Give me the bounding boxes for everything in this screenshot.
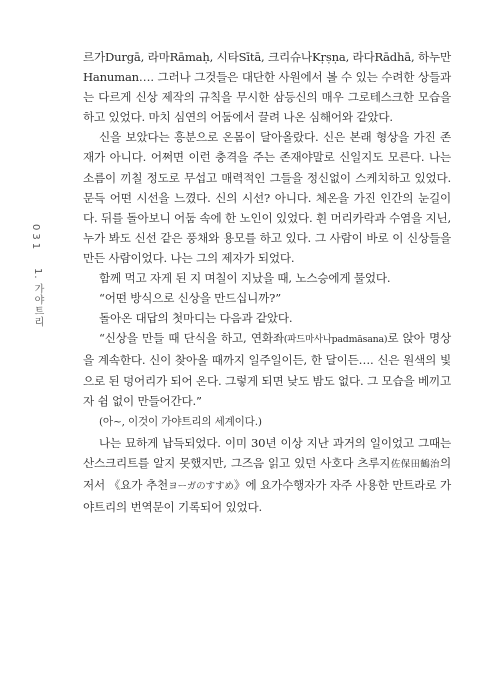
paragraph-7: [83, 433, 451, 517]
chapter-title: 1. 가야트리: [32, 268, 43, 328]
paragraph-2: 신을 보았다는 흥분으로 온몸이 달아올랐다. 신은 본래 형상을 가진 존재가 아니다. 어쩌면 이런 충격을 주는 존재야말로 신일지도 모른다. 나는 소름이 끼칠 정도로 무섭고 매력적인 그들을 정신없이 스케치하고 있었다. 문득 어떤 시선을 느꼈다. 신의 시선? 아니다. 체온을 가진 인간의 눈길이다. 뒤를 돌아보니 어둠 속에 한 노인이 있었다. 흰 머리카락과 수염을 지닌, 누가 봐도 신선 같은 풍채와 용모를 하고 있다. 그 사람이 바로 이 신상들을 만든 사람이었다. 나는 그의 제자가 되었다.: [83, 130, 451, 265]
aside-note: (아~, 이것이 가야트리의 세계이다.): [99, 415, 262, 428]
paragraph-1-text: 르가Durgā, 라마Rāmaḥ, 시타Sītā, 크리슈나Kṛṣṇa, 라다Rādhā, 하누만Hanuman…. 그러나 그것들은 대단한 사원에서 볼 수 있는 수려한 상들과는 다르게 신상 제작의 규칙을 무시한 삼등신의 매우 그로테스크한 모습을 하고 있었다. 마치 심연의 어둠에서 끌려 나온 심해어와 같았다.: [83, 50, 451, 125]
paragraph-6-text-b: 로 앉아 명상을 계속한다. 신이 찾아올 때까지 일주일이든, 한 달이든…. 신은 원색의 빛으로 된 덩어리가 되어 온다. 그렇게 되면 낮도 밤도 없다. 그 모습을 베끼고자 쉼 없이 만들어간다.”: [83, 331, 451, 408]
paragraph-1: [83, 47, 451, 127]
paragraph-6-text-a: “신상을 만들 때 단식을 하고, 연화좌: [99, 331, 284, 346]
paragraph-4-quote: “어떤 방식으로 신상을 만드십니까?”: [99, 291, 281, 306]
paragraph-5: 돌아온 대답의 첫마디는 다음과 같았다.: [99, 311, 293, 326]
paragraph-7-text-c: 》에 요가수행자가 자주 사용한 만트라로 가야트리의 번역문이 기록되어 있었다.: [83, 477, 451, 515]
paragraph-7-gloss-author: 佐保田鶴治: [390, 458, 440, 470]
paragraph-6-quote: [83, 328, 451, 410]
paragraph-3: 함께 먹고 자게 된 지 며칠이 지났을 때, 노스승에게 물었다.: [99, 271, 391, 286]
paragraph-7-text-b: 의 저서 《요가 추천: [83, 455, 451, 492]
paragraph-7-gloss-title: ヨーガのすすめ: [168, 480, 234, 492]
paragraph-7-text-a: 나는 묘하게 납득되었다. 이미 30년 이상 지난 과거의 일이었고 그때는 산스크리트를 알지 못했지만, 그즈음 읽고 있던 사호다 츠루지: [83, 435, 451, 470]
page-number: 031: [30, 224, 41, 253]
body-text: [83, 47, 451, 517]
paragraph-6-gloss: (파드마사나padmāsana): [283, 334, 388, 346]
